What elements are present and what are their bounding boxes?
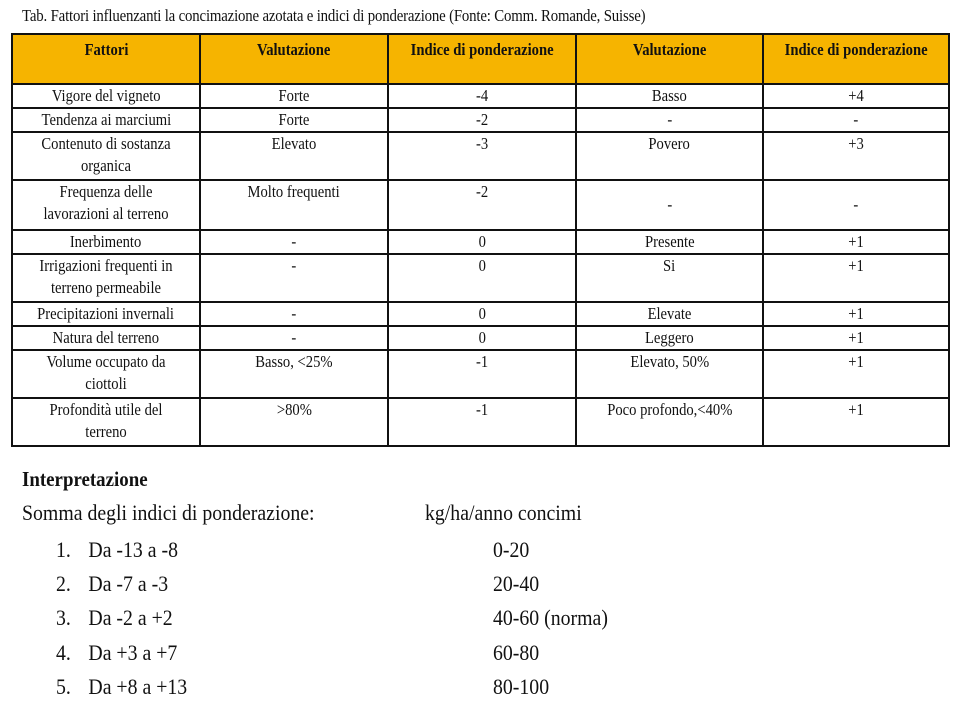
table-row [12, 302, 949, 326]
cell-indice: +1 [763, 398, 949, 446]
cell-valutazione: Povero [576, 132, 763, 180]
cell-indice: -1 [388, 398, 576, 446]
cell-valutazione: - [200, 254, 388, 302]
cell-indice: -3 [388, 132, 576, 180]
cell-indice: - [763, 108, 949, 132]
sum-label: Somma degli indici di ponderazione: [22, 500, 315, 525]
cell-indice: -2 [388, 108, 576, 132]
cell-valutazione: Leggero [576, 326, 763, 350]
cell-factor: Volume occupato da ciottoli [12, 350, 200, 398]
cell-indice: - [763, 180, 949, 230]
cell-valutazione: - [200, 302, 388, 326]
cell-factor: Frequenza delle lavorazioni al terreno [12, 180, 200, 230]
cell-factor: Natura del terreno [12, 326, 200, 350]
table-row [12, 132, 949, 180]
cell-indice: -1 [388, 350, 576, 398]
cell-indice: -2 [388, 180, 576, 230]
header-indice-1: Indice di ponderazione [388, 34, 576, 84]
cell-factor: Irrigazioni frequenti in terreno permeabile [12, 254, 200, 302]
list-item-value: 80-100 [493, 674, 550, 699]
cell-factor: Inerbimento [12, 230, 200, 254]
cell-valutazione: Elevato [200, 132, 388, 180]
interpretation-title: Interpretazione [22, 467, 148, 491]
cell-indice: 0 [388, 254, 576, 302]
list-item-value: 40-60 (norma) [493, 605, 608, 630]
cell-indice: 0 [388, 302, 576, 326]
cell-valutazione: Molto frequenti [200, 180, 388, 230]
cell-indice: 0 [388, 230, 576, 254]
cell-valutazione: Presente [576, 230, 763, 254]
list-item-value: 0-20 [493, 537, 530, 562]
cell-valutazione: Basso, <25% [200, 350, 388, 398]
cell-valutazione: - [576, 108, 763, 132]
cell-valutazione: Forte [200, 84, 388, 108]
cell-indice: +1 [763, 326, 949, 350]
table-header-row [12, 34, 949, 84]
cell-indice: +1 [763, 254, 949, 302]
cell-indice: +1 [763, 230, 949, 254]
cell-valutazione: Elevate [576, 302, 763, 326]
cell-indice: +1 [763, 350, 949, 398]
cell-factor: Precipitazioni invernali [12, 302, 200, 326]
cell-valutazione: Poco profondo,<40% [576, 398, 763, 446]
cell-indice: -4 [388, 84, 576, 108]
cell-valutazione: - [200, 230, 388, 254]
table-row [12, 254, 949, 302]
header-fattori: Fattori [12, 34, 200, 84]
table-row [12, 326, 949, 350]
factors-table [11, 33, 950, 447]
header-valutazione-2: Valutazione [576, 34, 763, 84]
unit-label: kg/ha/anno concimi [425, 500, 582, 525]
cell-valutazione: >80% [200, 398, 388, 446]
cell-valutazione: Si [576, 254, 763, 302]
cell-valutazione: Forte [200, 108, 388, 132]
cell-valutazione: - [576, 180, 763, 230]
cell-valutazione: Basso [576, 84, 763, 108]
table-row [12, 350, 949, 398]
cell-indice: 0 [388, 326, 576, 350]
cell-indice: +1 [763, 302, 949, 326]
table-row [12, 230, 949, 254]
header-indice-2: Indice di ponderazione [763, 34, 949, 84]
cell-valutazione: Elevato, 50% [576, 350, 763, 398]
cell-factor: Vigore del vigneto [12, 84, 200, 108]
table-row [12, 108, 949, 132]
header-valutazione-1: Valutazione [200, 34, 388, 84]
list-item-value: 60-80 [493, 640, 540, 665]
table-row [12, 84, 949, 108]
cell-factor: Profondità utile del terreno [12, 398, 200, 446]
cell-factor: Tendenza ai marciumi [12, 108, 200, 132]
cell-valutazione: - [200, 326, 388, 350]
table-caption: Tab. Fattori influenzanti la concimazione azotata e indici di ponderazione (Fonte: Comm. Romande, Suisse) [22, 6, 646, 25]
cell-factor: Contenuto di sostanza organica [12, 132, 200, 180]
cell-indice: +3 [763, 132, 949, 180]
table-row [12, 398, 949, 446]
cell-indice: +4 [763, 84, 949, 108]
table-row [12, 180, 949, 230]
list-item-value: 20-40 [493, 571, 540, 596]
